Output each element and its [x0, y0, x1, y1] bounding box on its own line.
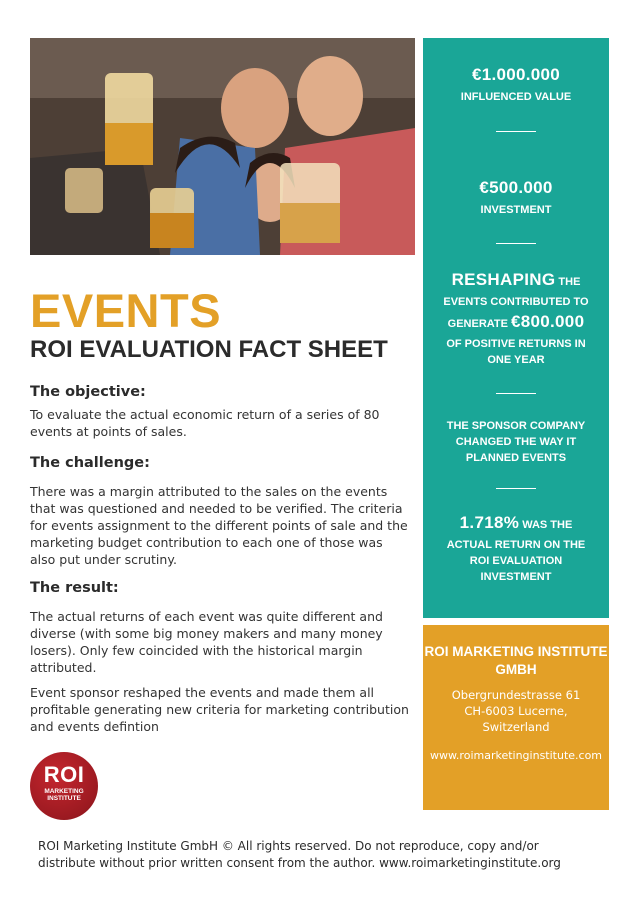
reshaping-the: THE: [555, 276, 581, 288]
hero-photo: [30, 38, 415, 255]
investment-stat: [423, 178, 609, 218]
logo-line: MARKETING: [44, 788, 84, 795]
challenge-heading: The challenge:: [30, 455, 150, 471]
influenced-value: €1.000.000: [471, 65, 561, 84]
reshaping-generate: GENERATE: [447, 318, 512, 330]
roi-logo: [30, 752, 98, 820]
influenced-value-stat: [423, 65, 609, 105]
footer-copyright: ROI Marketing Institute GmbH © All rights reserved. Do not reproduce, copy and/or distribute without prior written consent from the author. www.roimarketinginstitute.org: [38, 839, 561, 870]
reshaping-line4: OF POSITIVE RETURNS IN ONE YEAR: [446, 338, 586, 366]
investment-value: €500.000: [479, 178, 553, 197]
website-link[interactable]: www.roimarketinginstitute.com: [429, 749, 603, 762]
reshaping-line2: EVENTS CONTRIBUTED TO: [443, 296, 589, 308]
objective-text: To evaluate the actual economic return of a series of 80 events at points of sales.: [30, 407, 380, 439]
address-line: Obergrundestrasse 61: [451, 688, 581, 702]
divider: [496, 488, 536, 489]
page-title: EVENTS: [30, 284, 222, 337]
divider: [496, 393, 536, 394]
result-heading: The result:: [30, 580, 119, 596]
actual-return-stat: [423, 513, 609, 585]
challenge-section: [30, 455, 410, 568]
challenge-text: There was a margin attributed to the sales on the events that was questioned and needed to be verified. The criteria for events assignment to the different points of sale and the marketing budget contribution to each one of those was also put under scrutiny.: [30, 484, 408, 567]
influenced-label: INFLUENCED VALUE: [460, 91, 572, 103]
page-subtitle: ROI EVALUATION FACT SHEET: [30, 336, 388, 363]
sponsor-text: THE SPONSOR COMPANY CHANGED THE WAY IT PLANNED EVENTS: [446, 420, 586, 464]
logo-line: INSTITUTE: [47, 795, 81, 802]
result-section: [30, 580, 410, 735]
objective-section: [30, 384, 410, 440]
company-name: ROI MARKETING INSTITUTE GMBH: [424, 644, 608, 677]
divider: [496, 131, 536, 132]
reshaping-word: RESHAPING: [451, 270, 556, 289]
stats-panel: [423, 38, 609, 618]
investment-label: INVESTMENT: [480, 204, 552, 216]
reshaping-amount: €800.000: [511, 312, 585, 331]
result-text: Event sponsor reshaped the events and made them all profitable generating new criteria for marketing contribution and events defintion: [30, 685, 409, 734]
objective-heading: The objective:: [30, 384, 146, 400]
address-line: Switzerland: [482, 720, 550, 734]
address: [423, 687, 609, 735]
sponsor-stat: [423, 418, 609, 466]
address-line: CH-6003 Lucerne,: [464, 704, 568, 718]
logo-mark: ROI: [43, 762, 85, 787]
actual-return-value: 1.718%: [459, 513, 520, 532]
result-text: The actual returns of each event was quite different and diverse (with some big money makers and many money losers). Only few coincided with the historical margin attributed.: [30, 609, 383, 675]
divider: [496, 243, 536, 244]
contact-box: [423, 625, 609, 810]
reshaping-stat: [423, 270, 609, 368]
actual-return-label: ACTUAL RETURN ON THE ROI EVALUATION INVESTMENT: [446, 539, 586, 583]
actual-return-was: WAS THE: [519, 519, 573, 531]
